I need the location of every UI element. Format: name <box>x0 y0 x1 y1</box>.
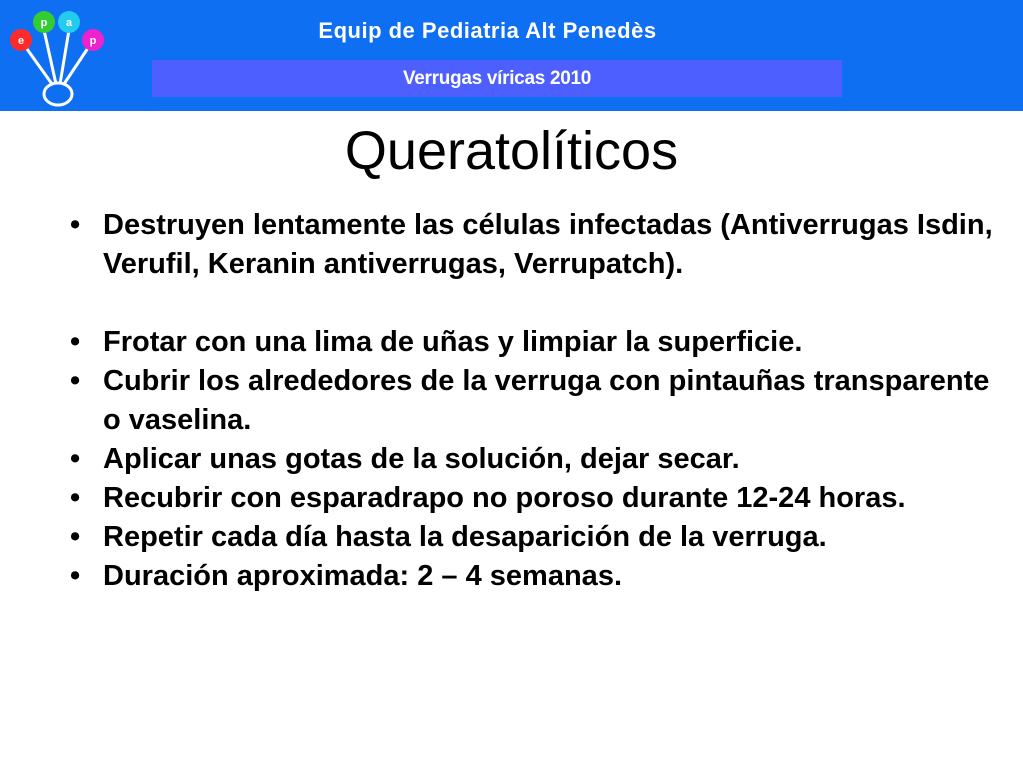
bullet-item <box>66 362 996 440</box>
header-banner <box>0 0 1023 111</box>
bullet-item <box>66 206 996 284</box>
balloons-logo-icon <box>0 0 120 111</box>
bullet-icon: • <box>70 443 81 475</box>
subtitle-bar <box>152 60 842 97</box>
bullet-spacer <box>66 284 996 323</box>
bullet-text: Frotar con una lima de uñas y limpiar la superficie. <box>103 326 803 358</box>
bullet-item <box>66 557 996 596</box>
bullet-text: Duración aproximada: 2 – 4 semanas. <box>103 560 622 592</box>
bullet-item <box>66 518 996 557</box>
bullet-icon: • <box>70 209 81 241</box>
bullet-item <box>66 323 996 362</box>
svg-text:p: p <box>89 35 97 47</box>
svg-text:e: e <box>17 35 25 47</box>
bullet-item <box>66 479 996 518</box>
presentation-subtitle: Verrugas víricas 2010 <box>402 68 592 89</box>
bullet-icon: • <box>70 365 81 397</box>
bullet-icon: • <box>70 560 81 592</box>
bullet-list <box>66 206 996 596</box>
bullet-icon: • <box>70 326 81 358</box>
slide-title: Queratolíticos <box>344 121 679 181</box>
bullet-text: Aplicar unas gotas de la solución, dejar secar. <box>103 443 740 475</box>
bullet-text: Recubrir con esparadrapo no poroso durante 12-24 horas. <box>103 482 906 514</box>
bullet-text: Repetir cada día hasta la desaparición de la verruga. <box>103 521 827 553</box>
bullet-icon: • <box>70 521 81 553</box>
svg-text:a: a <box>65 17 73 29</box>
bullet-text: Cubrir los alrededores de la verruga con pintauñas transparente o vaselina. <box>103 365 990 436</box>
svg-text:p: p <box>40 17 48 29</box>
bullet-icon: • <box>70 482 81 514</box>
organization-name: Equip de Pediatria Alt Penedès <box>318 18 657 43</box>
bullet-text: Destruyen lentamente las células infectadas (Antiverrugas Isdin, Verufil, Keranin antiverrugas, Verrupatch). <box>103 209 993 280</box>
bullet-item <box>66 440 996 479</box>
